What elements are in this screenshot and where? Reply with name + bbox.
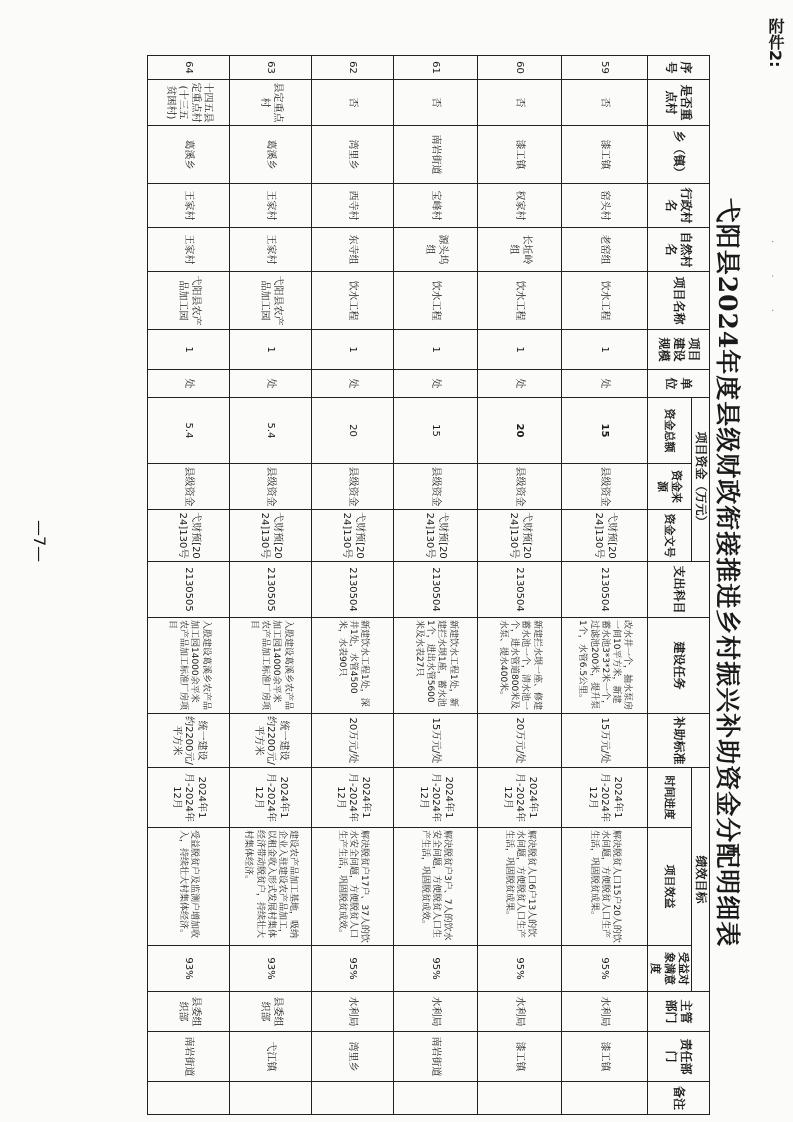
cell-doc: 弋财预[2024]130号 — [393, 510, 477, 562]
cell-source: 县级资金 — [229, 464, 311, 510]
cell-seq: 62 — [311, 56, 393, 80]
cell-unit: 处 — [477, 370, 561, 398]
cell-remark — [393, 1082, 477, 1115]
cell-doc: 弋财预[2024]130号 — [477, 510, 561, 562]
cell-source: 县级资金 — [477, 464, 561, 510]
cell-admin: 王家村 — [147, 184, 229, 228]
cell-seq: 61 — [393, 56, 477, 80]
cell-project: 饮水工程 — [477, 272, 561, 330]
cell-key: 否 — [561, 80, 647, 126]
cell-natural: 东寺组 — [311, 228, 393, 272]
cell-natural: 长坵岭组 — [477, 228, 561, 272]
cell-progress: 2024年1月-2024年12月 — [477, 768, 561, 828]
cell-unit: 处 — [561, 370, 647, 398]
cell-total: 5.4 — [229, 398, 311, 464]
cell-remark — [229, 1082, 311, 1115]
cell-subject: 2130505 — [229, 562, 311, 618]
cell-task: 新建饮水工程1处，新建拦水坝1座，蓄水池1个，进出水管5600米及水表27只 — [393, 618, 477, 714]
cell-town: 漆工镇 — [477, 126, 561, 184]
cell-key: 县定重点村 — [229, 80, 311, 126]
cell-task: 改水井一个，抽水泵房一间10平方米，新建蓄水池3*3*2米一个，过滤池200米，提升泵1个，水管6.5公里。 — [561, 618, 647, 714]
cell-total: 20 — [477, 398, 561, 464]
cell-remark — [561, 1082, 647, 1115]
col-seq: 序号 — [647, 56, 709, 80]
cell-town: 葛溪乡 — [147, 126, 229, 184]
cell-admin: 窑头村 — [561, 184, 647, 228]
cell-admin: 西寺村 — [311, 184, 393, 228]
cell-subject: 2130504 — [477, 562, 561, 618]
col-scale: 项目建设规模 — [647, 330, 709, 370]
cell-dept: 水利局 — [311, 992, 393, 1032]
col-progress: 时间进度 — [647, 768, 691, 828]
col-total: 资金总额 — [647, 398, 691, 464]
cell-satisfaction: 95% — [311, 946, 393, 992]
cell-responsible: 弋江镇 — [229, 1032, 311, 1082]
cell-dept: 县委组织部 — [147, 992, 229, 1032]
cell-natural: 老窑组 — [561, 228, 647, 272]
rotated-table-page — [89, 55, 744, 1110]
table-row — [477, 56, 561, 1115]
table-row — [311, 56, 393, 1115]
cell-remark — [477, 1082, 561, 1115]
cell-total: 5.4 — [147, 398, 229, 464]
cell-dept: 县委组织部 — [229, 992, 311, 1032]
cell-doc: 弋财预[2024]130号 — [229, 510, 311, 562]
cell-admin: 宝峰村 — [393, 184, 477, 228]
cell-satisfaction: 93% — [147, 946, 229, 992]
cell-project: 弋阳县农产品加工园 — [229, 272, 311, 330]
col-satisfaction: 受益对象满意度 — [647, 946, 691, 992]
cell-subsidy: 15万元/处 — [561, 714, 647, 768]
cell-satisfaction: 95% — [477, 946, 561, 992]
cell-doc: 弋财预[2024]130号 — [561, 510, 647, 562]
cell-responsible: 漆工镇 — [477, 1032, 561, 1082]
col-responsible: 责任部门 — [647, 1032, 709, 1082]
col-dept: 主管部门 — [647, 992, 709, 1032]
cell-town: 湾里乡 — [311, 126, 393, 184]
cell-responsible: 漆工镇 — [561, 1032, 647, 1082]
cell-subsidy: 20万元/处 — [477, 714, 561, 768]
cell-seq: 60 — [477, 56, 561, 80]
cell-responsible: 南岩街道 — [147, 1032, 229, 1082]
cell-unit: 处 — [147, 370, 229, 398]
cell-dept: 水利局 — [561, 992, 647, 1032]
cell-source: 县级资金 — [561, 464, 647, 510]
cell-project: 饮水工程 — [561, 272, 647, 330]
table-row — [229, 56, 311, 1115]
col-key-village: 是否重点村 — [647, 80, 709, 126]
cell-dept: 水利局 — [477, 992, 561, 1032]
page-number: —7— — [30, 520, 49, 563]
cell-project: 饮水工程 — [393, 272, 477, 330]
cell-subject: 2130504 — [561, 562, 647, 618]
cell-progress: 2024年1月-2024年12月 — [561, 768, 647, 828]
cell-seq: 64 — [147, 56, 229, 80]
col-source: 资金来源 — [647, 464, 691, 510]
col-natural-village: 自然村名 — [647, 228, 709, 272]
cell-unit: 处 — [311, 370, 393, 398]
cell-task: 入股建设葛溪乡农产品加工园14000余平米农产品加工标准厂房项目 — [229, 618, 311, 714]
cell-natural: 王家村 — [229, 228, 311, 272]
cell-progress: 2024年1月-2024年12月 — [147, 768, 229, 828]
cell-town: 漆工镇 — [561, 126, 647, 184]
table-row — [393, 56, 477, 1115]
cell-key: 否 — [477, 80, 561, 126]
cell-remark — [147, 1082, 229, 1115]
cell-benefit: 解决脱贫户17户、37人的饮水安全问题，方便脱贫人口生产生活，巩固脱贫成效。 — [311, 828, 393, 946]
cell-benefit: 解决脱贫人口6户13人的饮水问题，方便脱贫人口生产生活，巩固脱贫成果。 — [477, 828, 561, 946]
cell-task: 入股建设葛溪乡农产品加工园14000余平米农产品加工标准厂房项目 — [147, 618, 229, 714]
cell-remark — [311, 1082, 393, 1115]
cell-progress: 2024年1月-2024年12月 — [393, 768, 477, 828]
table-header — [647, 56, 709, 1115]
cell-key: 否 — [393, 80, 477, 126]
cell-unit: 处 — [229, 370, 311, 398]
cell-natural: 王家村 — [147, 228, 229, 272]
cell-total: 20 — [311, 398, 393, 464]
cell-subject: 2130504 — [311, 562, 393, 618]
col-group-funds: 项目资金（万元） — [692, 398, 710, 562]
cell-scale: 1 — [477, 330, 561, 370]
cell-doc: 弋财预[2024]130号 — [311, 510, 393, 562]
allocation-table — [147, 55, 710, 1115]
cell-task: 新建拦水坝一座、修建蓄水池一个，清水池一个，进水管道800米及水泵、提水400米。 — [477, 618, 561, 714]
cell-subsidy: 统一建设约2200元/平方米 — [147, 714, 229, 768]
cell-benefit: 解决脱贫户3户、7人的饮水安全问题，方便脱贫人口生产生活，巩固脱贫成效。 — [393, 828, 477, 946]
col-doc-no: 资金文号 — [647, 510, 691, 562]
cell-satisfaction: 95% — [393, 946, 477, 992]
table-row — [147, 56, 229, 1115]
cell-admin: 权家村 — [477, 184, 561, 228]
page-title: 弋阳县2024年度县级财政衔接推进乡村振兴补助资金分配明细表 — [713, 197, 742, 948]
cell-key: 否 — [311, 80, 393, 126]
cell-unit: 处 — [393, 370, 477, 398]
col-group-performance: 绩效目标 — [692, 768, 710, 992]
cell-subject: 2130504 — [393, 562, 477, 618]
cell-scale: 1 — [561, 330, 647, 370]
cell-scale: 1 — [393, 330, 477, 370]
cell-subject: 2130505 — [147, 562, 229, 618]
cell-source: 县级资金 — [393, 464, 477, 510]
scan-marks: · · · — [766, 240, 777, 326]
cell-project: 弋阳县农产品加工园 — [147, 272, 229, 330]
col-remark: 备注 — [647, 1082, 709, 1115]
cell-task: 新建饮水工程1处，深井1处，水管4500米，水表90只 — [311, 618, 393, 714]
table-body — [147, 56, 647, 1115]
cell-seq: 63 — [229, 56, 311, 80]
cell-benefit: 解决脱贫人口15户20人的饮水问题，方便脱贫人口生产生活，巩固脱贫成果。 — [561, 828, 647, 946]
col-subsidy: 补助标准 — [647, 714, 709, 768]
col-benefit: 项目效益 — [647, 828, 691, 946]
cell-responsible: 湾里乡 — [311, 1032, 393, 1082]
table-row — [561, 56, 647, 1115]
cell-subsidy: 统一建设约2200元/平方米 — [229, 714, 311, 768]
col-township: 乡（镇） — [647, 126, 709, 184]
cell-total: 15 — [561, 398, 647, 464]
col-subject: 支出科目 — [647, 562, 709, 618]
cell-seq: 59 — [561, 56, 647, 80]
cell-scale: 1 — [229, 330, 311, 370]
attachment-label: 附件2: — [766, 18, 785, 68]
cell-source: 县级资金 — [311, 464, 393, 510]
cell-progress: 2024年1月-2024年12月 — [229, 768, 311, 828]
cell-source: 县级资金 — [147, 464, 229, 510]
col-admin-village: 行政村名 — [647, 184, 709, 228]
cell-scale: 1 — [147, 330, 229, 370]
cell-project: 饮水工程 — [311, 272, 393, 330]
cell-benefit: 受益脱贫户及监测户增加收入，持续壮大村集体经济。 — [147, 828, 229, 946]
cell-total: 15 — [393, 398, 477, 464]
cell-subsidy: 15万元/处 — [393, 714, 477, 768]
cell-town: 南岩街道 — [393, 126, 477, 184]
cell-satisfaction: 93% — [229, 946, 311, 992]
col-unit: 单位 — [647, 370, 709, 398]
cell-town: 葛溪乡 — [229, 126, 311, 184]
cell-responsible: 南岩街道 — [393, 1032, 477, 1082]
cell-doc: 弋财预[2024]130号 — [147, 510, 229, 562]
cell-scale: 1 — [311, 330, 393, 370]
cell-admin: 王家村 — [229, 184, 311, 228]
col-project-name: 项目名称 — [647, 272, 709, 330]
col-task: 建设任务 — [647, 618, 709, 714]
cell-key: 十四五县定重点村(十三五贫困村) — [147, 80, 229, 126]
cell-benefit: 建设农产品加工基地，吸纳企业入驻建设农产品加工，以租金收入形式发展村集体经济带动脱贫户，持续壮大村集体经济。 — [229, 828, 311, 946]
cell-natural: 源头坞组 — [393, 228, 477, 272]
cell-progress: 2024年1月-2024年12月 — [311, 768, 393, 828]
cell-satisfaction: 95% — [561, 946, 647, 992]
cell-subsidy: 20万元/处 — [311, 714, 393, 768]
cell-dept: 水利局 — [393, 992, 477, 1032]
